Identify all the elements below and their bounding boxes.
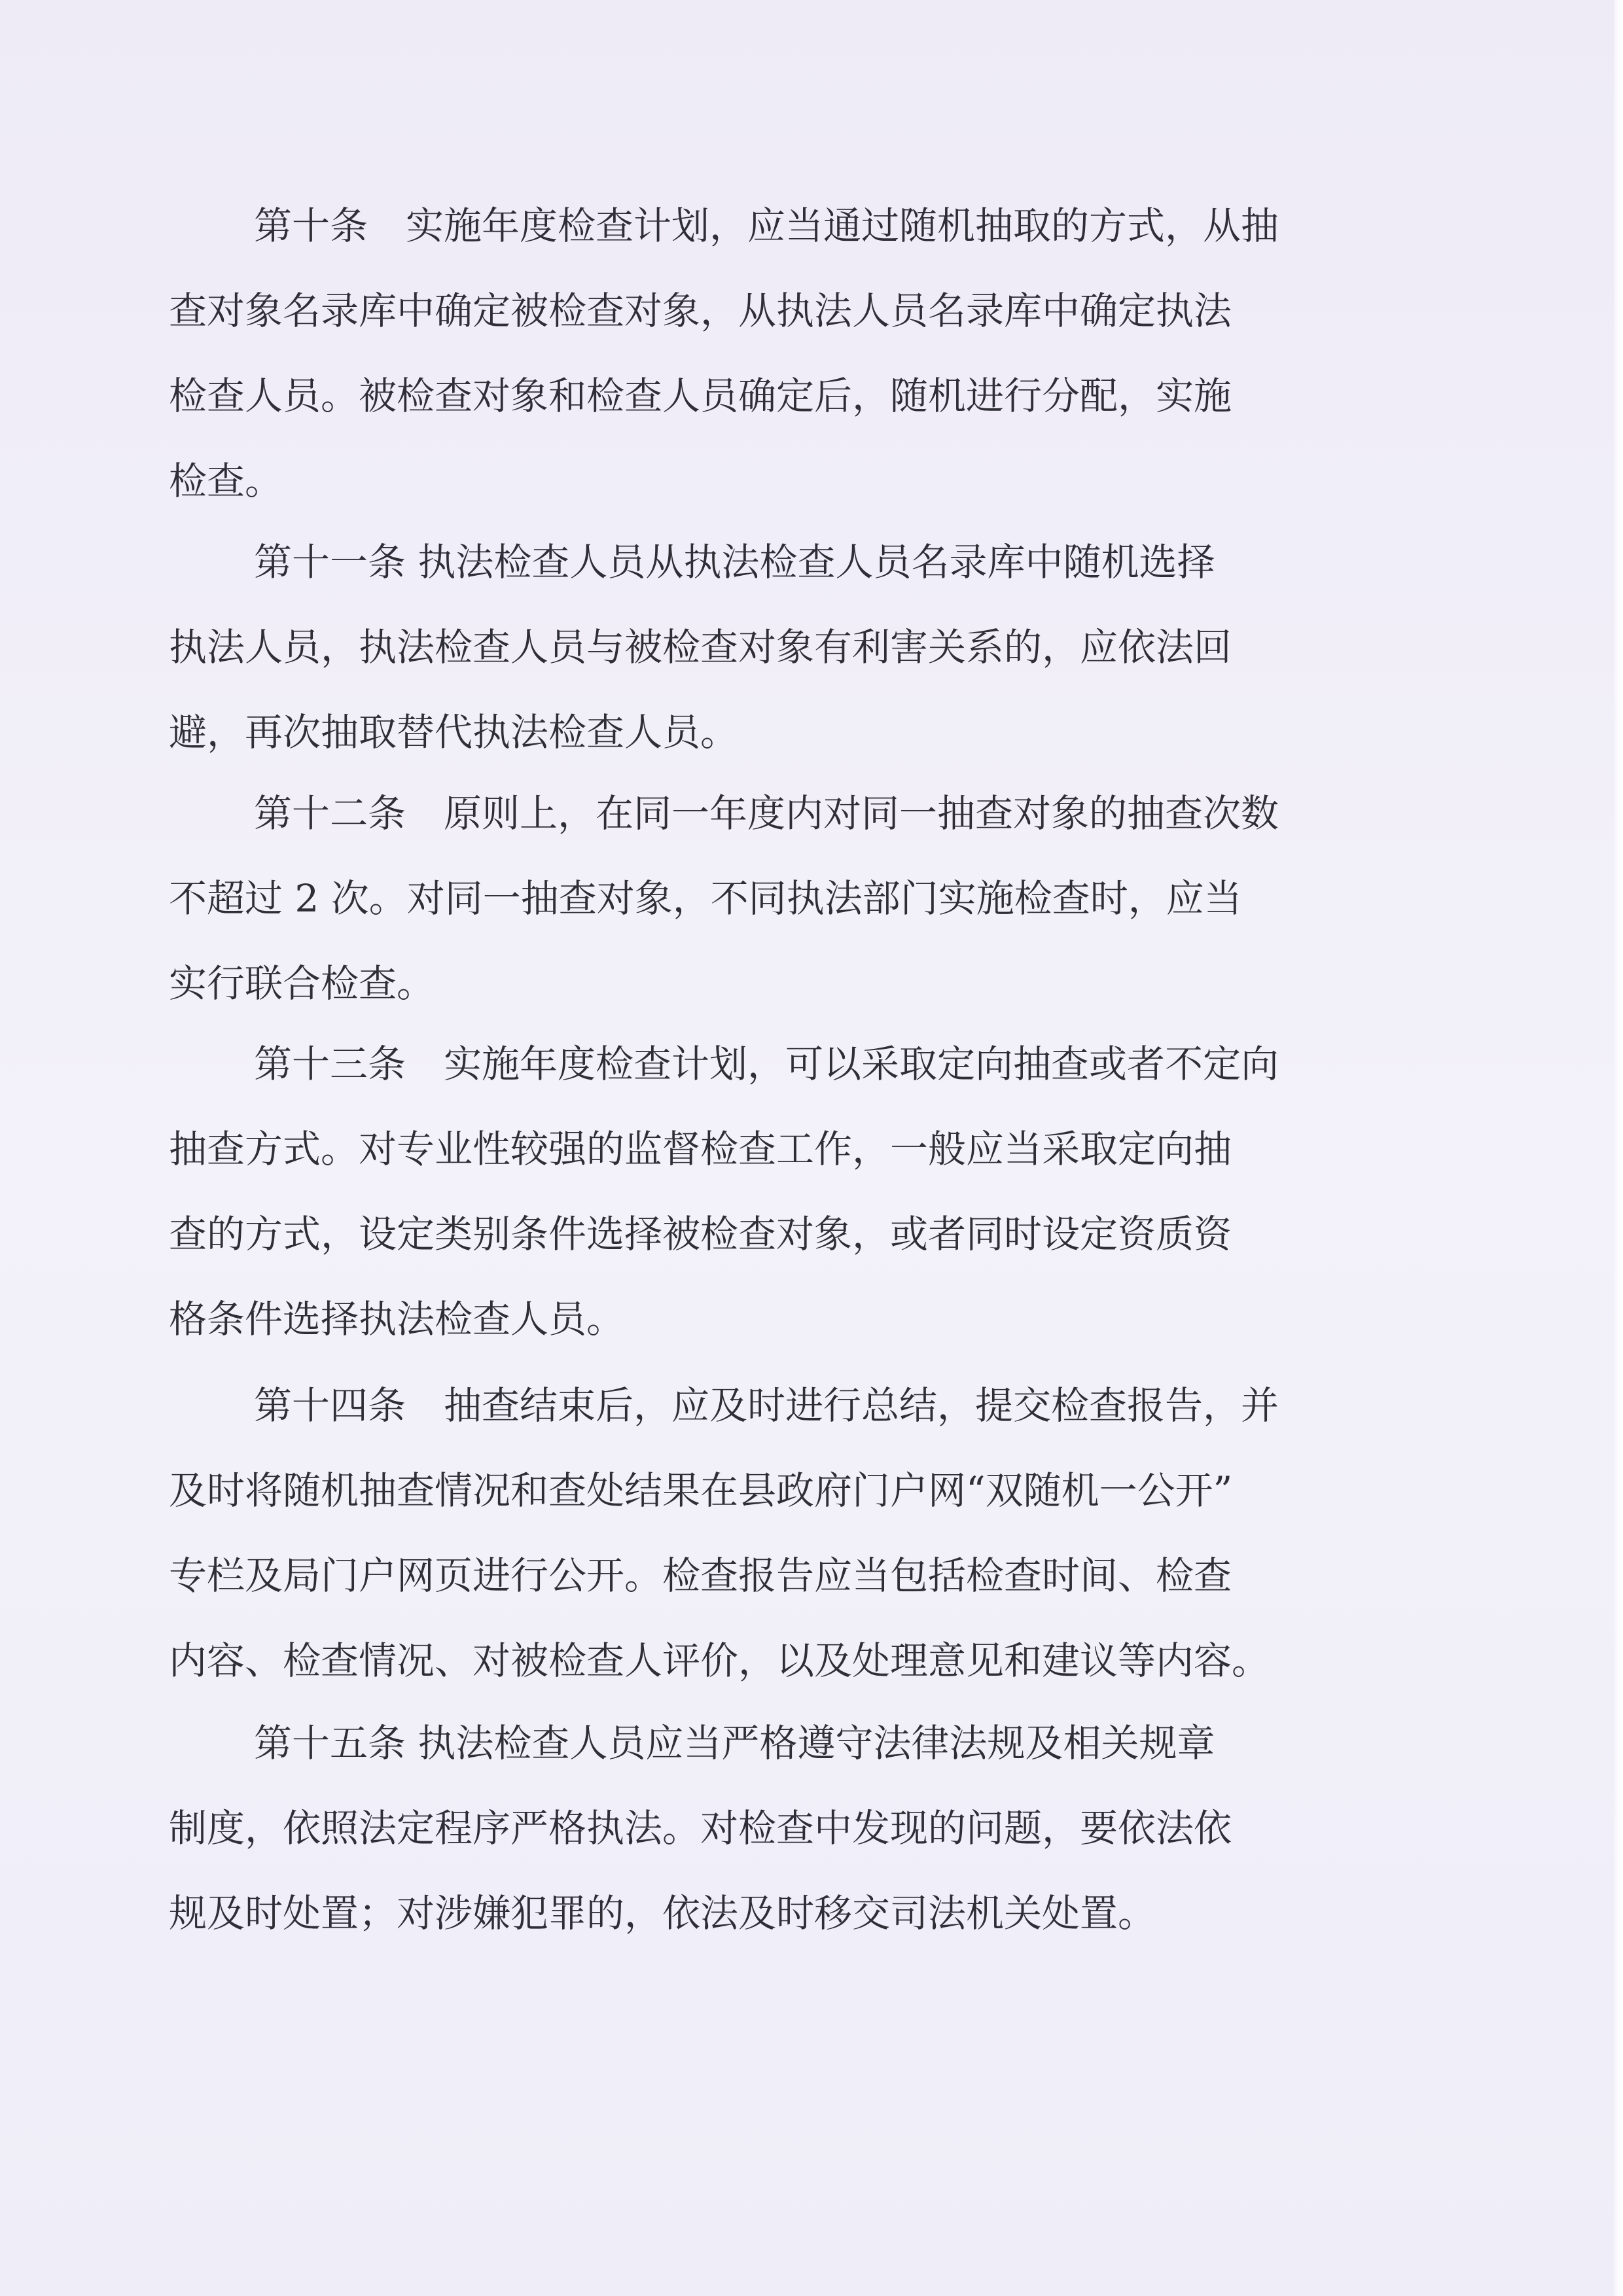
page-right-edge bbox=[1614, 0, 1623, 2296]
article-14-line-4: 内容、检查情况、对被检查人评价，以及处理意见和建议等内容。 bbox=[169, 1638, 1270, 1683]
article-11-line-2: 执法人员，执法检查人员与被检查对象有利害关系的，应依法回 bbox=[169, 625, 1232, 669]
article-14-line-2: 及时将随机抽查情况和查处结果在县政府门户网“双随机一公开” bbox=[169, 1468, 1233, 1513]
article-12-line-3: 实行联合检查。 bbox=[169, 961, 435, 1006]
article-10-line-3: 检查人员。被检查对象和检查人员确定后，随机进行分配，实施 bbox=[169, 374, 1232, 418]
article-11-line-3: 避，再次抽取替代执法检查人员。 bbox=[169, 710, 739, 754]
article-13-line-3: 查的方式，设定类别条件选择被检查对象，或者同时设定资质资 bbox=[169, 1212, 1232, 1256]
article-10-line-4: 检查。 bbox=[169, 459, 283, 503]
article-14-line-1: 第十四条 抽查结束后，应及时进行总结，提交检查报告，并 bbox=[254, 1383, 1279, 1428]
article-14-line-3: 专栏及局门户网页进行公开。检查报告应当包括检查时间、检查 bbox=[169, 1553, 1232, 1598]
article-15-line-1: 第十五条 执法检查人员应当严格遵守法律法规及相关规章 bbox=[254, 1721, 1215, 1765]
article-12-line-1: 第十二条 原则上，在同一年度内对同一抽查对象的抽查次数 bbox=[254, 791, 1279, 836]
article-13-line-2: 抽查方式。对专业性较强的监督检查工作，一般应当采取定向抽 bbox=[169, 1127, 1232, 1171]
article-15-line-3: 规及时处置；对涉嫌犯罪的，依法及时移交司法机关处置。 bbox=[169, 1891, 1156, 1935]
article-13-line-4: 格条件选择执法检查人员。 bbox=[169, 1297, 625, 1341]
article-12-line-2: 不超过 2 次。对同一抽查对象，不同执法部门实施检查时，应当 bbox=[169, 876, 1242, 921]
article-11-line-1: 第十一条 执法检查人员从执法检查人员名录库中随机选择 bbox=[254, 540, 1215, 584]
article-10-line-2: 查对象名录库中确定被检查对象，从执法人员名录库中确定执法 bbox=[169, 289, 1232, 333]
article-15-line-2: 制度，依照法定程序严格执法。对检查中发现的问题，要依法依 bbox=[169, 1806, 1232, 1850]
article-13-line-1: 第十三条 实施年度检查计划，可以采取定向抽查或者不定向 bbox=[254, 1042, 1279, 1086]
article-10-line-1: 第十条 实施年度检查计划，应当通过随机抽取的方式，从抽 bbox=[254, 203, 1279, 248]
